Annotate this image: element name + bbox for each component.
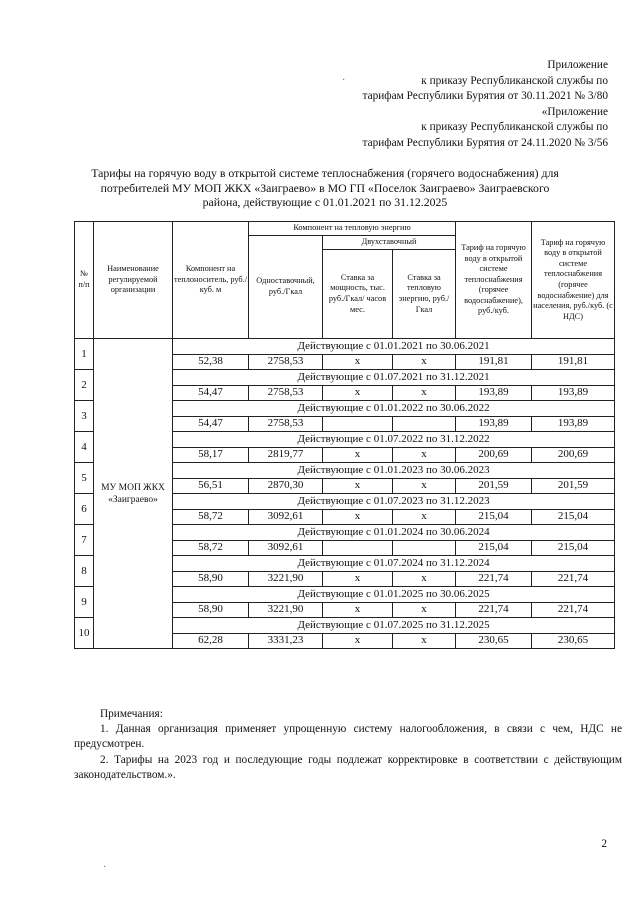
- energy-rate-cell: x: [393, 633, 456, 649]
- tariff-population-cell: 215,04: [532, 509, 615, 525]
- row-number: 1: [75, 339, 94, 370]
- period-label: Действующие с 01.01.2024 по 30.06.2024: [173, 525, 615, 541]
- tariff-cell: 215,04: [456, 509, 532, 525]
- energy-rate-cell: x: [393, 447, 456, 463]
- single-rate-cell: 2758,53: [249, 416, 323, 432]
- tariff-population-cell: 221,74: [532, 602, 615, 618]
- title-line: района, действующие с 01.01.2021 по 31.12.2025: [202, 195, 448, 210]
- period-label: Действующие с 01.01.2025 по 30.06.2025: [173, 587, 615, 603]
- energy-rate-cell: x: [393, 602, 456, 618]
- row-number: 8: [75, 556, 94, 587]
- tariff-cell: 215,04: [456, 540, 532, 556]
- notes-heading: Примечания:: [100, 708, 163, 720]
- capacity-cell: x: [323, 354, 393, 370]
- carrier-cell: 62,28: [173, 633, 249, 649]
- header-line: к приказу Республиканской службы по: [421, 74, 608, 87]
- period-label: Действующие с 01.07.2025 по 31.12.2025: [173, 618, 615, 634]
- carrier-cell: 58,72: [173, 540, 249, 556]
- col-header-single-rate: Одноставочный, руб./Гкал: [249, 236, 323, 339]
- tariff-population-cell: 193,89: [532, 385, 615, 401]
- capacity-cell: x: [323, 509, 393, 525]
- capacity-cell: [323, 416, 393, 432]
- note-item: 1. Данная организация применяет упрощенную систему налогообложения, в связи с чем, НДС не предусмотрен.: [74, 723, 622, 751]
- period-label: Действующие с 01.07.2023 по 31.12.2023: [173, 494, 615, 510]
- period-label: Действующие с 01.07.2024 по 31.12.2024: [173, 556, 615, 572]
- header-line: тарифам Республики Бурятия от 24.11.2020 № 3/56: [362, 136, 608, 149]
- col-header-two-part: Двухставочный: [323, 236, 456, 250]
- appendix-header: [363, 58, 608, 152]
- col-header-carrier: Компонент на теплоноситель, руб./куб. м: [173, 222, 249, 339]
- tariff-cell: 191,81: [456, 354, 532, 370]
- tariff-population-cell: 201,59: [532, 478, 615, 494]
- title-line: потребителей МУ МОП ЖКХ «Заиграево» в МО ГП «Поселок Заиграево» Заиграевского: [100, 180, 550, 195]
- tariff-table: [74, 221, 615, 649]
- tariff-cell: 200,69: [456, 447, 532, 463]
- notes-section: [74, 707, 622, 783]
- col-header-organization: Наименование регулируемой организации: [94, 222, 173, 339]
- organization-name: МУ МОП ЖКХ «Заиграево»: [94, 339, 173, 649]
- capacity-cell: x: [323, 633, 393, 649]
- tariff-population-cell: 193,89: [532, 416, 615, 432]
- note-item: 2. Тарифы на 2023 год и последующие годы подлежат корректировке в соответствии с действующим законодательством.».: [74, 753, 622, 781]
- period-label: Действующие с 01.07.2022 по 31.12.2022: [173, 432, 615, 448]
- single-rate-cell: 3331,23: [249, 633, 323, 649]
- tariff-cell: 193,89: [456, 385, 532, 401]
- tariff-population-cell: 230,65: [532, 633, 615, 649]
- single-rate-cell: 3092,61: [249, 540, 323, 556]
- header-line: к приказу Республиканской службы по: [421, 121, 608, 134]
- row-number: 9: [75, 587, 94, 618]
- document-title: [70, 166, 580, 210]
- row-number: 5: [75, 463, 94, 494]
- energy-rate-cell: x: [393, 478, 456, 494]
- row-number: 10: [75, 618, 94, 649]
- col-header-num: № п/п: [75, 222, 94, 339]
- carrier-cell: 58,90: [173, 571, 249, 587]
- scan-dot: ·: [103, 862, 107, 873]
- tariff-population-cell: 221,74: [532, 571, 615, 587]
- tariff-cell: 230,65: [456, 633, 532, 649]
- single-rate-cell: 3221,90: [249, 602, 323, 618]
- energy-rate-cell: x: [393, 385, 456, 401]
- table-row: [75, 339, 615, 355]
- carrier-cell: 56,51: [173, 478, 249, 494]
- single-rate-cell: 2819,77: [249, 447, 323, 463]
- carrier-cell: 54,47: [173, 416, 249, 432]
- page-number: 2: [601, 838, 607, 850]
- capacity-cell: x: [323, 385, 393, 401]
- capacity-cell: x: [323, 447, 393, 463]
- carrier-cell: 58,17: [173, 447, 249, 463]
- carrier-cell: 58,90: [173, 602, 249, 618]
- tariff-cell: 201,59: [456, 478, 532, 494]
- row-number: 7: [75, 525, 94, 556]
- energy-rate-cell: x: [393, 354, 456, 370]
- col-header-tariff-population: Тариф на горячую воду в открытой системе теплоснабжения (горячее водоснабжение) для населения, руб./куб. (с НДС): [532, 222, 615, 339]
- scan-dot: ·: [342, 75, 346, 86]
- tariff-population-cell: 191,81: [532, 354, 615, 370]
- single-rate-cell: 2758,53: [249, 385, 323, 401]
- title-line: Тарифы на горячую воду в открытой системе теплоснабжения (горячего водоснабжения) для: [91, 166, 559, 180]
- period-label: Действующие с 01.07.2021 по 31.12.2021: [173, 370, 615, 386]
- header-line: Приложение: [547, 59, 608, 71]
- tariff-cell: 193,89: [456, 416, 532, 432]
- capacity-cell: x: [323, 571, 393, 587]
- col-header-capacity-rate: Ставка за мощность, тыс. руб./Гкал/ часов мес.: [323, 250, 393, 339]
- tariff-cell: 221,74: [456, 602, 532, 618]
- energy-rate-cell: x: [393, 509, 456, 525]
- tariff-population-cell: 215,04: [532, 540, 615, 556]
- capacity-cell: x: [323, 478, 393, 494]
- row-number: 4: [75, 432, 94, 463]
- header-line: тарифам Республики Бурятия от 30.11.2021 № 3/80: [362, 90, 608, 103]
- single-rate-cell: 2870,30: [249, 478, 323, 494]
- carrier-cell: 54,47: [173, 385, 249, 401]
- capacity-cell: [323, 540, 393, 556]
- period-label: Действующие с 01.01.2022 по 30.06.2022: [173, 401, 615, 417]
- col-header-tariff: Тариф на горячую воду в открытой системе теплоснабжения (горячее водоснабжение), руб./куб.: [456, 222, 532, 339]
- carrier-cell: 52,38: [173, 354, 249, 370]
- carrier-cell: 58,72: [173, 509, 249, 525]
- energy-rate-cell: x: [393, 571, 456, 587]
- row-number: 6: [75, 494, 94, 525]
- col-header-energy-group: Компонент на тепловую энергию: [249, 222, 456, 236]
- period-label: Действующие с 01.01.2021 по 30.06.2021: [173, 339, 615, 355]
- tariff-population-cell: 200,69: [532, 447, 615, 463]
- tariff-cell: 221,74: [456, 571, 532, 587]
- header-line: «Приложение: [541, 105, 608, 118]
- single-rate-cell: 2758,53: [249, 354, 323, 370]
- single-rate-cell: 3221,90: [249, 571, 323, 587]
- period-label: Действующие с 01.01.2023 по 30.06.2023: [173, 463, 615, 479]
- capacity-cell: x: [323, 602, 393, 618]
- row-number: 3: [75, 401, 94, 432]
- single-rate-cell: 3092,61: [249, 509, 323, 525]
- energy-rate-cell: [393, 416, 456, 432]
- energy-rate-cell: [393, 540, 456, 556]
- col-header-energy-rate: Ставка за тепловую энергию, руб./Гкал: [393, 250, 456, 339]
- row-number: 2: [75, 370, 94, 401]
